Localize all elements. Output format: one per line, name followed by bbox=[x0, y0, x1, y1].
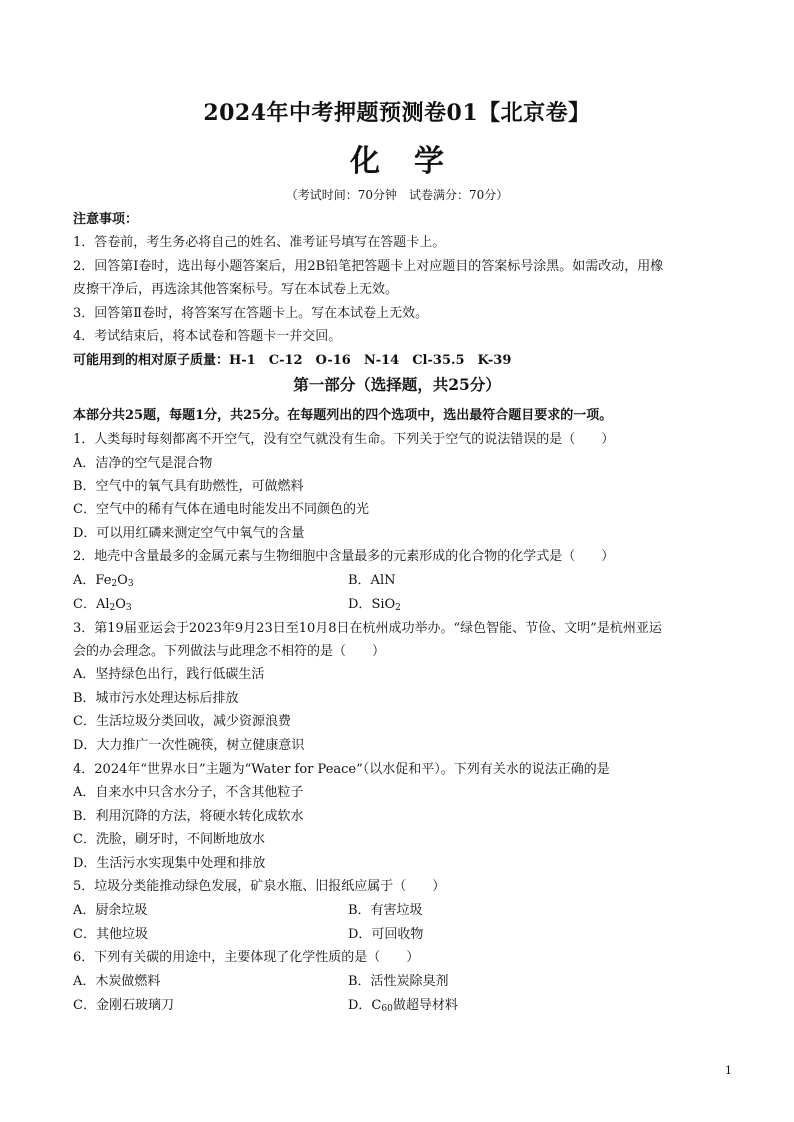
q1-option-c: C．空气中的稀有气体在通电时能发出不同颜色的光 bbox=[73, 502, 369, 517]
q6-option-d: D．C60做超导材料 bbox=[348, 998, 458, 1014]
q3-stem-line1: 3．第19届亚运会于2023年9月23日至10月8日在杭州成功举办。“绿色智能、节俭、文明”是杭州亚运 bbox=[73, 621, 662, 636]
q2-option-a: A．$Fe_2O_3$ bbox=[73, 573, 134, 589]
q6-stem: 6．下列有关碳的用途中，主要体现了化学性质的是（ ） bbox=[73, 950, 420, 965]
q6-option-c: C．金刚石玻璃刀 bbox=[73, 998, 174, 1013]
q6-option-b: B．活性炭除臭剂 bbox=[348, 974, 449, 989]
q2-option-d: D．SiO$_2$ bbox=[348, 597, 401, 613]
q2-option-c: C．$Al_2O_3$ bbox=[73, 597, 132, 613]
part1-title: 第一部分（选择题，共25分） bbox=[293, 375, 501, 394]
q5-option-c: C．其他垃圾 bbox=[73, 927, 148, 942]
q5-option-b: B．有害垃圾 bbox=[348, 903, 423, 918]
part1-intro: 本部分共25题，每题1分，共25分。在每题列出的四个选项中，选出最符合题目要求的一项。 bbox=[73, 408, 613, 423]
page-number: 1 bbox=[725, 1064, 732, 1077]
q3-option-a: A．坚持绿色出行，践行低碳生活 bbox=[73, 667, 265, 682]
q4-option-b: B．利用沉降的方法，将硬水转化成软水 bbox=[73, 809, 304, 824]
q5-option-d: D．可回收物 bbox=[348, 927, 424, 942]
q3-option-d: D．大力推广一次性碗筷，树立健康意识 bbox=[73, 738, 305, 753]
q4-option-d: D．生活污水实现集中处理和排放 bbox=[73, 856, 266, 871]
q4-stem: 4．2024年“世界水日”主题为“Water for Peace”（以水促和平）。下列有关水的说法正确的是 bbox=[73, 762, 610, 777]
exam-title: 2024年中考押题预测卷01【北京卷】 bbox=[203, 100, 591, 126]
atomic-mass-line: 可能用到的相对原子质量：H-1 C-12 O-16 N-14 Cl-35.5 K-39 bbox=[73, 353, 512, 368]
q4-option-a: A．自来水中只含水分子，不含其他粒子 bbox=[73, 785, 304, 800]
notice-item-4: 4．考试结束后，将本试卷和答题卡一并交回。 bbox=[73, 329, 342, 344]
q1-stem: 1．人类每时每刻都离不开空气，没有空气就没有生命。下列关于空气的说法错误的是（ ） bbox=[73, 432, 615, 447]
exam-info: （考试时间：70分钟 试卷满分：70分） bbox=[285, 188, 509, 202]
notice-heading: 注意事项： bbox=[73, 212, 139, 227]
q2-option-b: B．AlN bbox=[348, 573, 396, 588]
q1-option-a: A．洁净的空气是混合物 bbox=[73, 456, 213, 471]
notice-item-2-cont: 皮擦干净后，再选涂其他答案标号。写在本试卷上无效。 bbox=[73, 282, 399, 297]
q5-stem: 5．垃圾分类能推动绿色发展，矿泉水瓶、旧报纸应属于（ ） bbox=[73, 879, 446, 894]
notice-item-3: 3．回答第Ⅱ卷时，将答案写在答题卡上。写在本试卷上无效。 bbox=[73, 306, 429, 321]
q4-option-c: C．洗脸，刷牙时，不间断地放水 bbox=[73, 832, 265, 847]
q3-option-b: B．城市污水处理达标后排放 bbox=[73, 691, 239, 706]
q5-option-a: A．厨余垃圾 bbox=[73, 903, 148, 918]
subject-title: 化学 bbox=[350, 144, 478, 179]
q1-option-d: D．可以用红磷来测定空气中氧气的含量 bbox=[73, 526, 305, 541]
q6-option-a: A．木炭做燃料 bbox=[73, 974, 161, 989]
q3-option-c: C．生活垃圾分类回收，减少资源浪费 bbox=[73, 714, 291, 729]
notice-item-1: 1．答卷前，考生务必将自己的姓名、准考证号填写在答题卡上。 bbox=[73, 235, 446, 250]
q2-stem: 2．地壳中含量最多的金属元素与生物细胞中含量最多的元素形成的化合物的化学式是（ ） bbox=[73, 549, 615, 564]
notice-item-2: 2．回答第Ⅰ卷时，选出每小题答案后，用2B铅笔把答题卡上对应题目的答案标号涂黑。如需改动，用橡 bbox=[73, 259, 664, 274]
q3-stem-line2: 会的办会理念。下列做法与此理念不相符的是（ ） bbox=[73, 644, 386, 659]
q1-option-b: B．空气中的氧气具有助燃性，可做燃料 bbox=[73, 479, 304, 494]
